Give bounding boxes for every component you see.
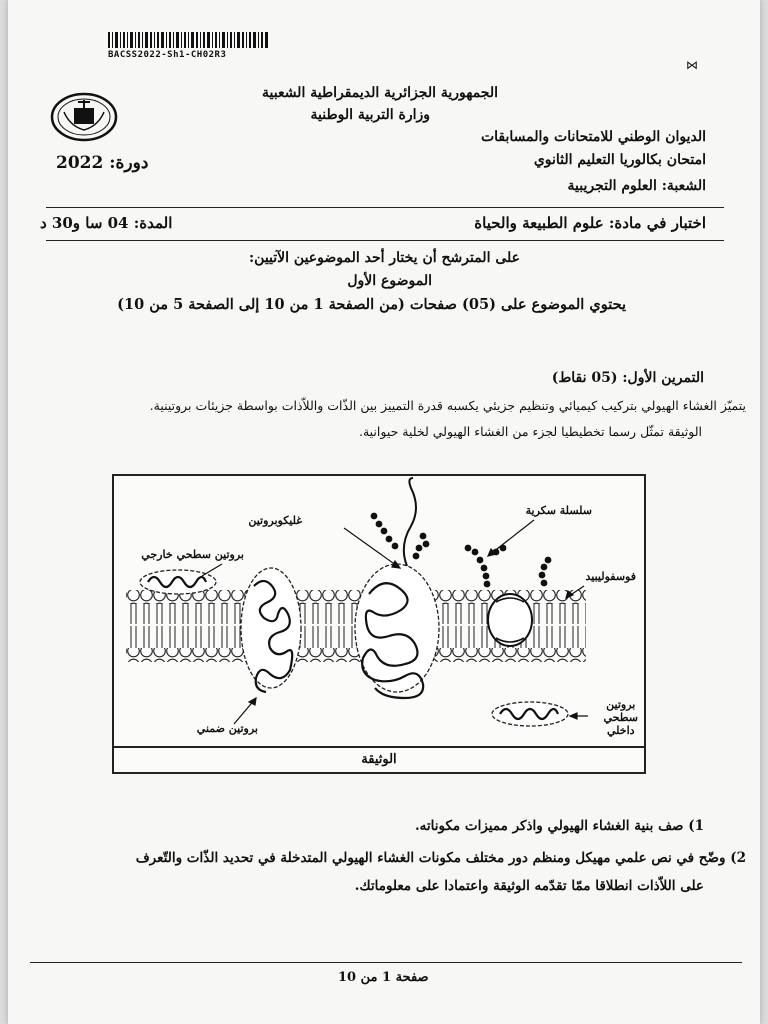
- republic-title: الجمهورية الجزائرية الديمقراطية الشعبية: [261, 85, 498, 101]
- label-integral-protein: بروتين ضمني: [196, 722, 258, 735]
- barcode-image: [108, 32, 268, 48]
- session-label: دورة: 2022: [56, 153, 149, 173]
- subject-divider: [46, 240, 724, 241]
- figure-caption: الوثيقة: [114, 746, 644, 772]
- label-phospholipid: فوسفوليبيد: [585, 570, 636, 583]
- duration-label: المدة: 04 سا و30 د: [40, 214, 173, 232]
- topic-title: الموضوع الأول: [347, 273, 432, 289]
- label-sugar-chain: سلسلة سكرية: [525, 504, 592, 517]
- question-1: 1) صف بنية الغشاء الهيولي واذكر مميزات مكوناته.: [414, 818, 704, 834]
- document-code: BACSS2022-Sh1-CH02R3: [108, 50, 227, 60]
- pages-info: يحتوي الموضوع على (05) صفحات (من الصفحة 1 من 10 إلى الصفحة 5 من 10): [117, 296, 626, 313]
- exercise-intro-line2: الوثيقة تمثّل رسما تخطيطيا لجزء من الغشاء الهيولي لخلية حيوانية.: [358, 424, 702, 439]
- ministry-logo: [50, 92, 118, 142]
- membrane-figure: [112, 474, 646, 774]
- label-peripheral-internal: بروتين سطحي داخلي: [603, 698, 638, 737]
- ministry-title: وزارة التربية الوطنية: [310, 107, 430, 123]
- page-number: صفحة 1 من 10: [338, 970, 429, 985]
- label-peripheral-external: بروتين سطحي خارجي: [141, 548, 244, 561]
- subject-label: اختبار في مادة: علوم الطبيعة والحياة: [474, 214, 706, 232]
- office-title: الديوان الوطني للامتحانات والمسابقات: [480, 129, 706, 145]
- header-divider: [46, 207, 724, 208]
- exercise-title: التمرين الأول: (05 نقاط): [551, 370, 704, 386]
- corner-mark-icon: ⋈: [686, 58, 698, 72]
- exam-page: [8, 0, 760, 1024]
- choice-instruction: على المترشح أن يختار أحد الموضوعين الآتيين:: [249, 250, 520, 266]
- question-2-line2: على اللاّذات انطلاقا ممّا تقدّمه الوثيقة واعتمادا على معلوماتك.: [354, 878, 704, 894]
- exam-title: امتحان بكالوريا التعليم الثانوي: [533, 152, 706, 168]
- question-2-line1: 2) وضّح في نص علمي مهيكل ومنظم دور مختلف مكونات الغشاء الهيولي المتدخلة في تحديد الذّات والتّعرف: [135, 850, 746, 866]
- footer-divider: [30, 962, 742, 963]
- stream-label: الشعبة: العلوم التجريبية: [567, 178, 706, 194]
- label-glycoprotein: غليكوبروتين: [248, 514, 302, 527]
- exercise-intro-line1: يتميّز الغشاء الهيولي بتركيب كيميائي وتنظيم جزيئي يكسبه قدرة التمييز بين الذّات واللاّذات بواسطة جزيئات بروتينية.: [149, 398, 746, 413]
